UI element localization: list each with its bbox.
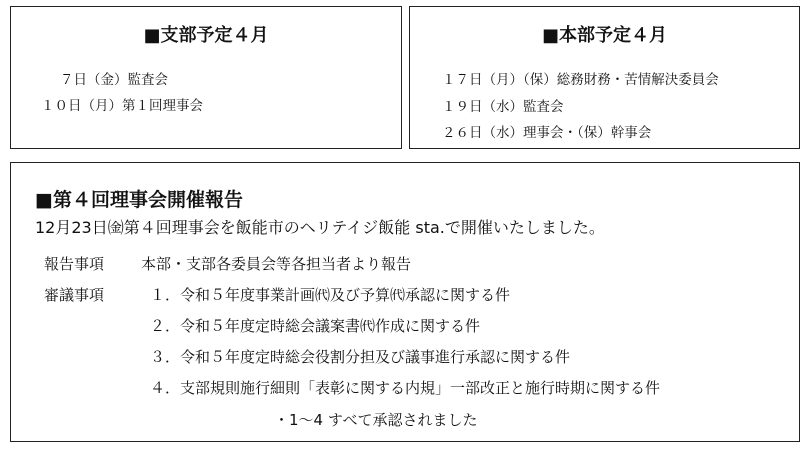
report-title: ■第４回理事会開催報告 bbox=[35, 189, 243, 211]
hq-schedule-item: ２６日（水）理事会・（保）幹事会 bbox=[442, 125, 652, 141]
report-items-label: 報告事項 bbox=[44, 255, 105, 273]
report-items-text: 本部・支部各委員会等各担当者より報告 bbox=[141, 255, 412, 273]
hq-schedule-item: １９日（水）監査会 bbox=[442, 99, 564, 115]
branch-schedule-item: ７日（金）監査会 bbox=[60, 72, 168, 88]
branch-schedule-box bbox=[10, 6, 402, 149]
deliberation-item: １．令和５年度事業計画㈹及び予算㈹承認に関する件 bbox=[150, 286, 511, 304]
branch-schedule-title: ■支部予定４月 bbox=[143, 25, 269, 46]
deliberation-item: ２．令和５年度定時総会議案書㈹作成に関する件 bbox=[150, 317, 481, 335]
branch-schedule-item: １０日（月）第１回理事会 bbox=[41, 98, 203, 114]
deliberation-label: 審議事項 bbox=[44, 286, 105, 304]
deliberation-item: ３．令和５年度定時総会役割分担及び議事進行承認に関する件 bbox=[150, 348, 571, 366]
hq-schedule-title: ■本部予定４月 bbox=[541, 25, 667, 46]
hq-schedule-item: １７日（月）（保）総務財務・苦情解決委員会 bbox=[442, 72, 719, 88]
report-intro: 12月23日㈮第４回理事会を飯能市のヘリテイジ飯能 sta.で開催いたしました。 bbox=[35, 218, 605, 237]
meeting-report-box bbox=[10, 162, 800, 442]
approval-conclusion: ・1～4 すべて承認されました bbox=[274, 411, 478, 429]
hq-schedule-box bbox=[409, 6, 800, 149]
deliberation-item: ４．支部規則施行細則「表彰に関する内規」一部改正と施行時期に関する件 bbox=[150, 379, 661, 397]
